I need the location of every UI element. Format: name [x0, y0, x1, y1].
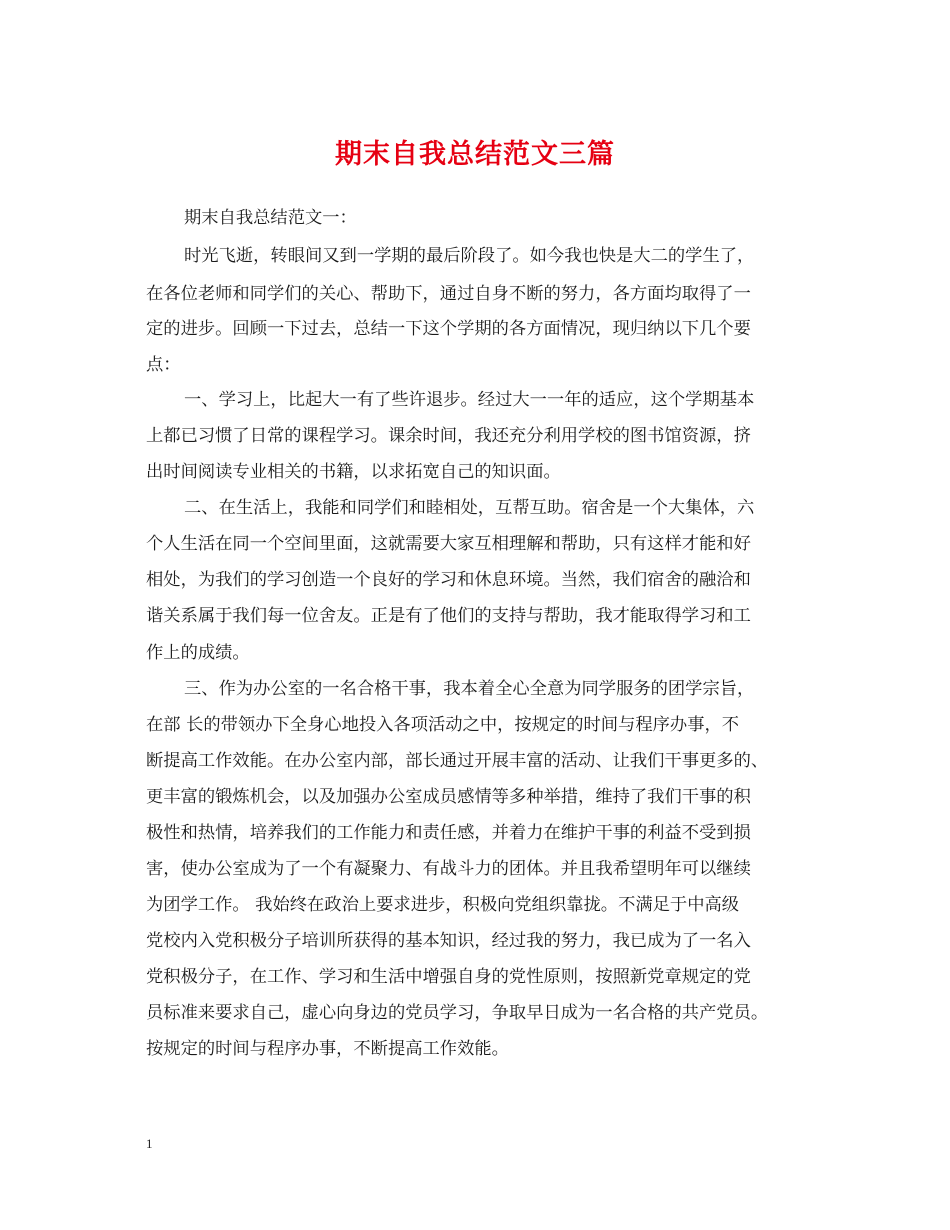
body-line: 个人生活在同一个空间里面，这就需要大家互相理解和帮助，只有这样才能和好 — [146, 534, 751, 554]
body-line: 为团学工作。 我始终在政治上要求进步，积极向党组织靠拢。不满足于中高级 — [146, 895, 740, 915]
body-line: 党校内入党积极分子培训所获得的基本知识，经过我的努力，我已成为了一名入 — [146, 931, 751, 951]
body-line: 一、学习上，比起大一有了些许退步。经过大一一年的适应，这个学期基本 — [184, 390, 755, 410]
page-number: 1 — [146, 1136, 153, 1151]
body-line: 定的进步。回顾一下过去，总结一下这个学期的各方面情况，现归纳以下几个要 — [146, 319, 751, 339]
body-line: 时光飞逝，转眼间又到一学期的最后阶段了。如今我也快是大二的学生了， — [184, 246, 755, 266]
body-line: 断提高工作效能。在办公室内部，部长通过开展丰富的活动、让我们干事更多的、 — [146, 751, 769, 771]
body-line: 点： — [146, 355, 181, 375]
body-line: 员标准来要求自己，虚心向身边的党员学习，争取早日成为一名合格的共产党员。 — [146, 1003, 769, 1023]
body-line: 党积极分子，在工作、学习和生活中增强自身的党性原则，按照新党章规定的党 — [146, 967, 751, 987]
section-heading: 期末自我总结范文一： — [184, 208, 357, 228]
body-line: 作上的成绩。 — [146, 643, 250, 663]
body-line: 三、作为办公室的一名合格干事，我本着全心全意为同学服务的团学宗旨， — [184, 679, 755, 699]
body-line: 极性和热情，培养我们的工作能力和责任感，并着力在维护干事的利益不受到损 — [146, 823, 751, 843]
body-line: 出时间阅读专业相关的书籍，以求拓宽自己的知识面。 — [146, 462, 561, 482]
body-line: 二、在生活上，我能和同学们和睦相处，互帮互助。宿舍是一个大集体，六 — [184, 498, 755, 518]
body-line: 在部 长的带领办下全身心地投入各项活动之中，按规定的时间与程序办事，不 — [146, 715, 740, 735]
document-title: 期末自我总结范文三篇 — [335, 139, 615, 170]
body-line: 在各位老师和同学们的关心、帮助下，通过自身不断的努力，各方面均取得了一 — [146, 284, 751, 304]
body-line: 上都已习惯了日常的课程学习。课余时间，我还充分利用学校的图书馆资源，挤 — [146, 426, 751, 446]
body-line: 相处，为我们的学习创造一个良好的学习和休息环境。当然，我们宿舍的融洽和 — [146, 570, 751, 590]
body-line: 更丰富的锻炼机会，以及加强办公室成员感情等多种举措，维持了我们干事的积 — [146, 787, 751, 807]
body-line: 谐关系属于我们每一位舍友。正是有了他们的支持与帮助，我才能取得学习和工 — [146, 606, 751, 626]
body-line: 按规定的时间与程序办事，不断提高工作效能。 — [146, 1039, 509, 1059]
body-line: 害，使办公室成为了一个有凝聚力、有战斗力的团体。并且我希望明年可以继续 — [146, 859, 751, 879]
